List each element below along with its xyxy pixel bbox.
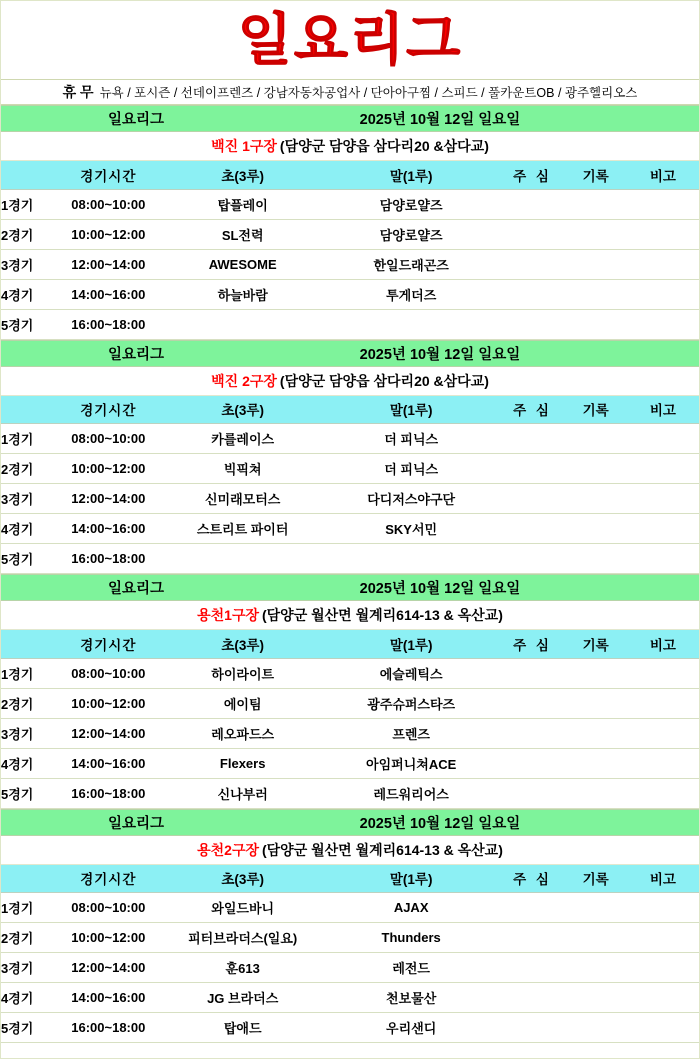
cell-time: 10:00~12:00 bbox=[53, 923, 163, 953]
column-header-referee: 주 심 bbox=[500, 396, 564, 424]
venue-row bbox=[1, 836, 699, 865]
cell-home-team: AWESOME bbox=[163, 249, 321, 279]
cell-record bbox=[565, 718, 627, 748]
column-header-home: 초(3루) bbox=[163, 630, 321, 658]
cell-time: 12:00~14:00 bbox=[53, 718, 163, 748]
table-row bbox=[1, 279, 699, 309]
table-row bbox=[1, 484, 699, 514]
cell-note bbox=[627, 309, 699, 339]
cell-record bbox=[565, 514, 627, 544]
table-header-row bbox=[1, 161, 699, 189]
cell-referee bbox=[500, 484, 564, 514]
cell-home-team: 빅픽쳐 bbox=[163, 454, 321, 484]
cell-note bbox=[627, 544, 699, 574]
column-header-record: 기록 bbox=[565, 865, 627, 893]
cell-time: 16:00~18:00 bbox=[53, 778, 163, 808]
cell-record bbox=[565, 309, 627, 339]
venue-row bbox=[1, 367, 699, 396]
cell-home-team bbox=[163, 309, 321, 339]
cell-home-team: 레오파드스 bbox=[163, 718, 321, 748]
table-row bbox=[1, 718, 699, 748]
table-row bbox=[1, 454, 699, 484]
cell-home-team: 하늘바람 bbox=[163, 279, 321, 309]
schedule-table bbox=[1, 161, 699, 340]
column-header-no bbox=[1, 630, 53, 658]
table-header-row bbox=[1, 865, 699, 893]
cell-away-team: 더 피닉스 bbox=[322, 424, 501, 454]
cell-note bbox=[627, 748, 699, 778]
cell-home-team: 카를레이스 bbox=[163, 424, 321, 454]
cell-away-team: 광주슈퍼스타즈 bbox=[322, 688, 501, 718]
cell-time: 08:00~10:00 bbox=[53, 424, 163, 454]
venue-address: (담양군 담양읍 삼다리20 &삼다교) bbox=[279, 138, 489, 154]
table-row bbox=[1, 309, 699, 339]
table-row bbox=[1, 983, 699, 1013]
league-date: 2025년 10월 12일 일요일 bbox=[359, 346, 521, 363]
cell-note bbox=[627, 718, 699, 748]
cell-away-team: 담양로얄즈 bbox=[322, 189, 501, 219]
cell-home-team: 스트리트 파이터 bbox=[163, 514, 321, 544]
cell-away-team: 레전드 bbox=[322, 953, 501, 983]
cell-game-no: 4경기 bbox=[1, 983, 53, 1013]
column-header-record: 기록 bbox=[565, 396, 627, 424]
venue-name: 용천1구장 bbox=[197, 607, 259, 623]
league-row bbox=[1, 574, 699, 601]
page-title: 일요리그 bbox=[237, 8, 463, 71]
schedule-block bbox=[1, 340, 699, 575]
cell-game-no: 2경기 bbox=[1, 219, 53, 249]
column-header-away: 말(1루) bbox=[322, 396, 501, 424]
cell-note bbox=[627, 424, 699, 454]
cell-time: 12:00~14:00 bbox=[53, 484, 163, 514]
cell-game-no: 1경기 bbox=[1, 189, 53, 219]
cell-record bbox=[565, 688, 627, 718]
league-name: 일요리그 bbox=[107, 112, 165, 128]
league-name: 일요리그 bbox=[107, 581, 165, 597]
column-header-referee: 주 심 bbox=[500, 865, 564, 893]
cell-referee bbox=[500, 249, 564, 279]
bye-teams-strip bbox=[1, 79, 699, 105]
bye-teams-list: 뉴욕 / 포시즌 / 선데이프렌즈 / 강남자동차공업사 / 단아아구찜 / 스피드 / 풀카운트OB / 광주헬리오스 bbox=[99, 86, 638, 100]
table-row bbox=[1, 514, 699, 544]
cell-home-team: 훈613 bbox=[163, 953, 321, 983]
cell-home-team: JG 브라더스 bbox=[163, 983, 321, 1013]
cell-game-no: 4경기 bbox=[1, 514, 53, 544]
cell-game-no: 3경기 bbox=[1, 718, 53, 748]
cell-time: 08:00~10:00 bbox=[53, 658, 163, 688]
league-name: 일요리그 bbox=[107, 815, 165, 832]
cell-referee bbox=[500, 454, 564, 484]
column-header-note: 비고 bbox=[627, 865, 699, 893]
cell-away-team: Thunders bbox=[322, 923, 501, 953]
table-row bbox=[1, 893, 699, 923]
cell-time: 16:00~18:00 bbox=[53, 309, 163, 339]
cell-note bbox=[627, 454, 699, 484]
cell-referee bbox=[500, 778, 564, 808]
column-header-time: 경기시간 bbox=[53, 396, 163, 424]
column-header-time: 경기시간 bbox=[53, 161, 163, 189]
column-header-away: 말(1루) bbox=[322, 865, 501, 893]
cell-home-team: SL전력 bbox=[163, 219, 321, 249]
cell-game-no: 2경기 bbox=[1, 688, 53, 718]
cell-record bbox=[565, 983, 627, 1013]
cell-home-team: 피터브라더스(일요) bbox=[163, 923, 321, 953]
schedule-block bbox=[1, 574, 699, 809]
cell-note bbox=[627, 923, 699, 953]
bye-label: 휴 무 bbox=[62, 84, 94, 100]
cell-record bbox=[565, 893, 627, 923]
cell-referee bbox=[500, 748, 564, 778]
cell-away-team: SKY서민 bbox=[322, 514, 501, 544]
schedule-table bbox=[1, 865, 699, 1044]
cell-note bbox=[627, 778, 699, 808]
cell-away-team: 에슬레틱스 bbox=[322, 658, 501, 688]
cell-home-team: 탑애드 bbox=[163, 1013, 321, 1043]
cell-game-no: 1경기 bbox=[1, 658, 53, 688]
cell-record bbox=[565, 748, 627, 778]
cell-note bbox=[627, 893, 699, 923]
table-row bbox=[1, 778, 699, 808]
cell-away-team: 프렌즈 bbox=[322, 718, 501, 748]
cell-referee bbox=[500, 309, 564, 339]
cell-note bbox=[627, 514, 699, 544]
cell-away-team: 우리샌디 bbox=[322, 1013, 501, 1043]
cell-home-team: 에이팀 bbox=[163, 688, 321, 718]
cell-game-no: 5경기 bbox=[1, 1013, 53, 1043]
table-header-row bbox=[1, 396, 699, 424]
league-date: 2025년 10월 12일 일요일 bbox=[359, 581, 521, 597]
cell-record bbox=[565, 1013, 627, 1043]
table-row bbox=[1, 219, 699, 249]
league-date: 2025년 10월 12일 일요일 bbox=[359, 112, 521, 128]
cell-away-team: 한일드래곤즈 bbox=[322, 249, 501, 279]
cell-game-no: 5경기 bbox=[1, 778, 53, 808]
table-row bbox=[1, 688, 699, 718]
schedule-table bbox=[1, 630, 699, 809]
table-row bbox=[1, 189, 699, 219]
cell-time: 14:00~16:00 bbox=[53, 279, 163, 309]
column-header-home: 초(3루) bbox=[163, 865, 321, 893]
cell-note bbox=[627, 983, 699, 1013]
league-row bbox=[1, 340, 699, 367]
cell-game-no: 5경기 bbox=[1, 309, 53, 339]
cell-time: 12:00~14:00 bbox=[53, 249, 163, 279]
table-row bbox=[1, 923, 699, 953]
cell-home-team: Flexers bbox=[163, 748, 321, 778]
schedule-block bbox=[1, 809, 699, 1044]
cell-referee bbox=[500, 424, 564, 454]
table-row bbox=[1, 1013, 699, 1043]
venue-name: 백진 2구장 bbox=[211, 372, 277, 389]
cell-referee bbox=[500, 658, 564, 688]
cell-record bbox=[565, 424, 627, 454]
cell-time: 08:00~10:00 bbox=[53, 893, 163, 923]
column-header-record: 기록 bbox=[565, 161, 627, 189]
cell-time: 16:00~18:00 bbox=[53, 1013, 163, 1043]
cell-note bbox=[627, 658, 699, 688]
venue-address: (담양군 담양읍 삼다리20 &삼다교) bbox=[279, 372, 489, 389]
cell-game-no: 4경기 bbox=[1, 279, 53, 309]
cell-away-team bbox=[322, 309, 501, 339]
cell-referee bbox=[500, 1013, 564, 1043]
cell-record bbox=[565, 484, 627, 514]
column-header-home: 초(3루) bbox=[163, 161, 321, 189]
cell-time: 10:00~12:00 bbox=[53, 454, 163, 484]
cell-referee bbox=[500, 544, 564, 574]
league-row bbox=[1, 105, 699, 132]
venue-row bbox=[1, 601, 699, 630]
cell-record bbox=[565, 279, 627, 309]
cell-record bbox=[565, 658, 627, 688]
cell-time: 14:00~16:00 bbox=[53, 514, 163, 544]
cell-referee bbox=[500, 514, 564, 544]
cell-referee bbox=[500, 953, 564, 983]
venue-name: 백진 1구장 bbox=[211, 138, 277, 154]
cell-away-team bbox=[322, 544, 501, 574]
cell-away-team: 더 피닉스 bbox=[322, 454, 501, 484]
venue-row bbox=[1, 132, 699, 161]
cell-record bbox=[565, 219, 627, 249]
cell-note bbox=[627, 279, 699, 309]
venue-name: 용천2구장 bbox=[197, 841, 259, 858]
cell-home-team bbox=[163, 544, 321, 574]
column-header-referee: 주 심 bbox=[500, 630, 564, 658]
schedule-block bbox=[1, 105, 699, 340]
schedule-table bbox=[1, 396, 699, 575]
cell-note bbox=[627, 484, 699, 514]
column-header-no bbox=[1, 396, 53, 424]
page-title-bar bbox=[1, 1, 699, 79]
cell-record bbox=[565, 923, 627, 953]
cell-home-team: 신미래모터스 bbox=[163, 484, 321, 514]
cell-game-no: 3경기 bbox=[1, 249, 53, 279]
cell-away-team: 투게더즈 bbox=[322, 279, 501, 309]
cell-game-no: 2경기 bbox=[1, 923, 53, 953]
cell-time: 12:00~14:00 bbox=[53, 953, 163, 983]
column-header-time: 경기시간 bbox=[53, 865, 163, 893]
cell-home-team: 하이라이트 bbox=[163, 658, 321, 688]
cell-home-team: 신나부러 bbox=[163, 778, 321, 808]
cell-referee bbox=[500, 893, 564, 923]
cell-record bbox=[565, 454, 627, 484]
cell-note bbox=[627, 219, 699, 249]
cell-game-no: 1경기 bbox=[1, 424, 53, 454]
cell-note bbox=[627, 953, 699, 983]
schedule-blocks bbox=[1, 105, 699, 1043]
table-row bbox=[1, 424, 699, 454]
cell-time: 08:00~10:00 bbox=[53, 189, 163, 219]
cell-game-no: 1경기 bbox=[1, 893, 53, 923]
table-row bbox=[1, 748, 699, 778]
venue-address: (담양군 월산면 월계리614-13 & 옥산교) bbox=[262, 607, 503, 623]
column-header-away: 말(1루) bbox=[322, 161, 501, 189]
cell-record bbox=[565, 544, 627, 574]
cell-game-no: 3경기 bbox=[1, 484, 53, 514]
cell-referee bbox=[500, 718, 564, 748]
cell-referee bbox=[500, 983, 564, 1013]
cell-game-no: 5경기 bbox=[1, 544, 53, 574]
column-header-note: 비고 bbox=[627, 630, 699, 658]
cell-away-team: 레드워리어스 bbox=[322, 778, 501, 808]
cell-record bbox=[565, 778, 627, 808]
table-row bbox=[1, 953, 699, 983]
table-row bbox=[1, 658, 699, 688]
league-date: 2025년 10월 12일 일요일 bbox=[359, 815, 521, 832]
cell-referee bbox=[500, 219, 564, 249]
column-header-note: 비고 bbox=[627, 161, 699, 189]
column-header-referee: 주 심 bbox=[500, 161, 564, 189]
cell-time: 14:00~16:00 bbox=[53, 748, 163, 778]
cell-record bbox=[565, 249, 627, 279]
cell-away-team: AJAX bbox=[322, 893, 501, 923]
cell-time: 14:00~16:00 bbox=[53, 983, 163, 1013]
cell-away-team: 아임퍼니쳐ACE bbox=[322, 748, 501, 778]
cell-note bbox=[627, 189, 699, 219]
league-row bbox=[1, 809, 699, 836]
cell-home-team: 와일드바니 bbox=[163, 893, 321, 923]
cell-away-team: 다디저스야구단 bbox=[322, 484, 501, 514]
cell-note bbox=[627, 1013, 699, 1043]
venue-address: (담양군 월산면 월계리614-13 & 옥산교) bbox=[262, 841, 503, 858]
cell-away-team: 천보물산 bbox=[322, 983, 501, 1013]
cell-referee bbox=[500, 688, 564, 718]
cell-away-team: 담양로얄즈 bbox=[322, 219, 501, 249]
cell-referee bbox=[500, 189, 564, 219]
cell-game-no: 4경기 bbox=[1, 748, 53, 778]
cell-referee bbox=[500, 279, 564, 309]
cell-time: 10:00~12:00 bbox=[53, 688, 163, 718]
cell-record bbox=[565, 953, 627, 983]
table-row bbox=[1, 544, 699, 574]
column-header-home: 초(3루) bbox=[163, 396, 321, 424]
column-header-no bbox=[1, 161, 53, 189]
column-header-record: 기록 bbox=[565, 630, 627, 658]
column-header-away: 말(1루) bbox=[322, 630, 501, 658]
cell-time: 16:00~18:00 bbox=[53, 544, 163, 574]
league-name: 일요리그 bbox=[107, 346, 165, 363]
cell-record bbox=[565, 189, 627, 219]
cell-game-no: 3경기 bbox=[1, 953, 53, 983]
column-header-note: 비고 bbox=[627, 396, 699, 424]
cell-time: 10:00~12:00 bbox=[53, 219, 163, 249]
table-header-row bbox=[1, 630, 699, 658]
cell-game-no: 2경기 bbox=[1, 454, 53, 484]
cell-note bbox=[627, 249, 699, 279]
table-row bbox=[1, 249, 699, 279]
column-header-time: 경기시간 bbox=[53, 630, 163, 658]
cell-referee bbox=[500, 923, 564, 953]
column-header-no bbox=[1, 865, 53, 893]
cell-note bbox=[627, 688, 699, 718]
cell-home-team: 탑플레이 bbox=[163, 189, 321, 219]
